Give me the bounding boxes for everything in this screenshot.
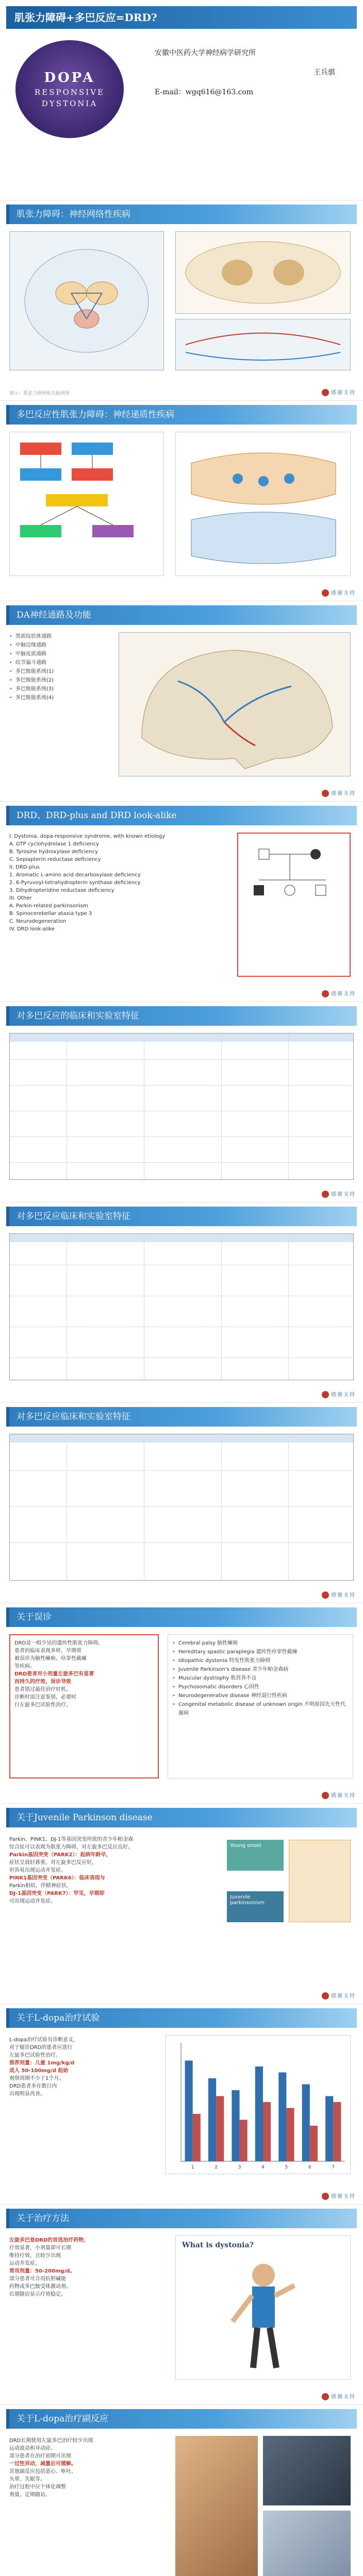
author-name: 王兵骐 — [314, 69, 335, 77]
slide-footer — [322, 1791, 356, 1800]
juvenile-label: Juvenile parkinsonism — [230, 1894, 265, 1906]
text-line: 疗效显著，小剂量即可长期 — [9, 2245, 71, 2251]
illustration-heading: What is dystonia? — [182, 2241, 254, 2249]
slide-title: 关于L-dopa治疗副反应 — [6, 2409, 357, 2429]
patient-photo-2 — [263, 2436, 351, 2505]
slide-footer — [322, 989, 356, 998]
main-title: 肌张力障碍+多巴反应=DRD? — [6, 6, 357, 29]
brain-network-diagram — [9, 231, 164, 370]
text-line: 推荐剂量：儿童 1mg/kg/d — [9, 2060, 75, 2066]
text-line: 对于疑诊DRD的患者应进行 — [9, 2045, 73, 2050]
slide-footer — [322, 588, 356, 597]
text-line: DRD患者对小剂量左旋多巴有显著 — [14, 1671, 94, 1677]
x-tick-label: 7 — [332, 2165, 335, 2170]
drd-logo — [15, 40, 124, 138]
slide-title: 对多巴反应临床和实验室特征 — [6, 1207, 357, 1226]
clinical-features-table — [9, 1233, 354, 1380]
footer-text: 感谢支持 — [331, 991, 356, 997]
differential-list-box — [168, 1634, 353, 1778]
bar-A-4 — [255, 2066, 263, 2161]
pathway-svg — [180, 321, 345, 368]
pedigree-panel — [237, 833, 351, 977]
pedigree-svg — [238, 834, 350, 976]
text-line: DRD患者多在数日内 — [9, 2083, 57, 2089]
text-line: 长期随访显示疗效稳定。 — [9, 2292, 66, 2297]
table-col-divider — [288, 1434, 289, 1580]
logo-icon — [322, 1591, 329, 1599]
young-onset-label: Young onset — [230, 1843, 261, 1849]
list-item: • Idiopathic dystonia 特发性肌张力障碍 — [172, 1656, 349, 1665]
text-line: 维持疗效，且较少出现 — [9, 2253, 61, 2259]
text-line: 其他副反应包括恶心、呕吐、 — [9, 2469, 76, 2475]
x-tick-label: 3 — [238, 2165, 241, 2170]
text-line: Parkin基因突变（PARK2）：起病年龄早， — [9, 1852, 111, 1858]
slide-drd-classification — [0, 802, 363, 1002]
text-line: B. Tyrosine hydroxylase deficiency — [9, 849, 98, 855]
treatment-text — [9, 2236, 164, 2298]
text-line: C. Sepiapterin reductase deficiency — [9, 857, 101, 862]
table-row — [10, 1085, 353, 1086]
list-item: • Neurodegenerative disease 神经退行性疾病 — [172, 1691, 349, 1700]
logo-word-dystonia: DYSTONIA — [41, 99, 98, 108]
slide-title: 关于误诊 — [6, 1607, 357, 1627]
x-tick-label: 5 — [285, 2165, 288, 2170]
list-item: • 中脑边缘通路 — [9, 641, 112, 650]
x-tick-label: 6 — [308, 2165, 311, 2170]
list-item: • Congenital metabolic disease of unknown origin 不明原因先天性代谢病 — [172, 1700, 349, 1718]
bar-B-1 — [193, 2114, 201, 2161]
footer-text: 感谢支持 — [331, 389, 356, 396]
slide-title: 肌张力障碍：神经网络性疾病 — [6, 205, 357, 224]
slide-footer — [322, 388, 356, 397]
brain-section-image — [175, 231, 351, 314]
author-info — [155, 47, 351, 106]
text-line: IV. DRD look-alike — [9, 926, 55, 932]
footer-text: 感谢支持 — [331, 590, 356, 596]
text-line: 头晕、失眠等。 — [9, 2477, 45, 2482]
list-item: • Cerebral palsy 脑性瘫痪 — [172, 1639, 349, 1648]
slide-title: 关于治疗方法 — [6, 2209, 357, 2228]
slide-title: 对多巴反应临床和实验室特征 — [6, 1407, 357, 1427]
bar-A-2 — [208, 2078, 216, 2161]
text-line: III. Other — [9, 895, 32, 901]
slide-footer — [322, 789, 356, 798]
slide-footer — [322, 1190, 356, 1198]
slide-title-page — [0, 0, 363, 200]
young-onset-box — [227, 1840, 284, 1871]
juvenile-pd-text — [9, 1836, 210, 1905]
text-line: 诊断时需注意鉴别，必要时 — [14, 1694, 76, 1700]
text-line: 症状呈晨轻暮重，对左旋多巴反应好， — [9, 1860, 97, 1866]
bar-A-3 — [232, 2090, 239, 2161]
logo-icon — [322, 1792, 329, 1799]
slide-footer — [322, 1991, 356, 2000]
bar-B-7 — [333, 2102, 341, 2161]
logo-icon — [322, 389, 329, 396]
text-line: 出现明显改善。 — [9, 2091, 45, 2097]
section-svg — [180, 236, 345, 309]
classification-text — [9, 833, 226, 933]
text-line: A. GTP cyclohydrolase 1 deficiency — [9, 841, 100, 847]
differential-list — [172, 1639, 349, 1718]
side-effects-text — [9, 2437, 164, 2499]
email: E-mail：wgq616@163.com — [155, 88, 254, 96]
text-line: 药物或多巴胺受体激动剂。 — [9, 2284, 71, 2290]
logo-icon — [322, 1391, 329, 1398]
text-line: 而持久的疗效，误诊导致 — [14, 1679, 71, 1685]
da-pathway-list — [9, 632, 112, 776]
text-line: C. Neurodegeneration — [9, 919, 67, 924]
text-line: 成人 50-100mg/d 起始 — [9, 2068, 69, 2074]
patient-photo-1 — [175, 2436, 258, 2576]
misdiagnosis-text — [14, 1639, 154, 1709]
text-line: 剂量，定期随访。 — [9, 2492, 51, 2498]
slide-title: DRD、DRD-plus and DRD look-alike — [6, 806, 357, 825]
x-tick-label: 4 — [261, 2165, 265, 2170]
slide-title: 关于L-dopa治疗试验 — [6, 2008, 357, 2028]
table-col-divider — [221, 1033, 222, 1179]
x-tick-label: 2 — [214, 2165, 218, 2170]
logo-icon — [322, 1191, 329, 1198]
slide-footer — [322, 2192, 356, 2200]
gene-tag-panel — [289, 1840, 351, 1922]
text-line: 左旋多巴试验性治疗。 — [9, 2053, 61, 2058]
brain-sagittal-image — [119, 632, 351, 776]
synapse-diagram — [175, 432, 351, 576]
bar-A-6 — [302, 2084, 310, 2162]
table-row — [10, 1470, 353, 1471]
footer-text: 感谢支持 — [331, 1392, 356, 1398]
slide-clinical-features-1 — [0, 1002, 363, 1202]
clinical-features-table — [9, 1033, 354, 1180]
logo-icon — [322, 589, 329, 597]
text-line: 等疾病。 — [14, 1664, 35, 1669]
brain-sagittal-svg — [121, 635, 348, 774]
list-item: • Hereditary spastic paraplegia 遗传性痉挛性截瘫 — [172, 1648, 349, 1656]
table-col-divider — [221, 1434, 222, 1580]
text-line: 运动并发症。 — [9, 2261, 40, 2266]
footer-text: 感谢支持 — [331, 790, 356, 796]
text-line: B. Spinocerebellar ataxia type 3 — [9, 911, 92, 917]
juvenile-box — [227, 1891, 284, 1922]
text-line: 综合征可以表现为肌张力障碍，对左旋多巴反应良好。 — [9, 1844, 133, 1850]
footer-text: 感谢支持 — [331, 1993, 356, 1999]
x-tick-label: 1 — [191, 2165, 194, 2170]
list-item: • 多巴胺能系统(3) — [9, 685, 112, 693]
slide-footer — [322, 1390, 356, 1399]
bar-B-4 — [263, 2102, 271, 2161]
table-row — [10, 1506, 353, 1507]
text-line: DJ-1基因突变（PARK7）：罕见，早期即 — [9, 1891, 105, 1896]
text-line: 部分患者可合用抗胆碱能 — [9, 2276, 66, 2282]
bar-chart-panel — [165, 2035, 351, 2174]
footer-text: 感谢支持 — [331, 1191, 356, 1197]
text-line: 运动波动和异动症。 — [9, 2446, 56, 2451]
bar-A-1 — [185, 2061, 193, 2162]
text-line: Parkin相似，伴精神症状。 — [9, 1883, 72, 1889]
bar-B-3 — [240, 2120, 248, 2162]
text-line: DRD长期使用左旋多巴治疗较少出现 — [9, 2438, 93, 2444]
misdiagnosis-text-box — [9, 1634, 159, 1778]
text-line: 患者错过最佳治疗时机。 — [14, 1687, 71, 1692]
text-line: II. DRD-plus — [9, 865, 40, 870]
footer-text: 感谢支持 — [331, 2193, 356, 2199]
clinical-features-table — [9, 1434, 354, 1581]
text-line: 1. Aromatic L-amino acid decarboxylase deficiency — [9, 872, 141, 878]
logo-icon — [322, 1992, 329, 1999]
table-header — [10, 1033, 353, 1042]
text-line: 行左旋多巴试验性治疗。 — [14, 1702, 71, 1708]
list-item: • Juvenile Parkinson's disease 青少年帕金森病 — [172, 1665, 349, 1674]
slide-neurotransmitter — [0, 401, 363, 601]
list-item: • 多巴胺能系统(2) — [9, 676, 112, 685]
table-row — [10, 1059, 353, 1060]
text-line: 左旋多巴是DRD的首选治疗药物， — [9, 2238, 89, 2243]
list-item: • Psychosomatic disorders 心因性 — [172, 1683, 349, 1691]
slide-treatment — [0, 2205, 363, 2405]
text-line: 但容易出现运动并发症。 — [9, 1868, 66, 1873]
logo-word-dopa: DOPA — [44, 70, 95, 86]
patient-photo-3 — [263, 2511, 351, 2576]
ldopa-trial-text — [9, 2036, 154, 2098]
text-line: 常用剂量：50-200mg/d。 — [9, 2268, 75, 2274]
table-row — [10, 1162, 353, 1163]
list-item: • 中脑皮质通路 — [9, 650, 112, 658]
text-line: A. Parkin-related parkinsonism — [9, 903, 88, 909]
table-header — [10, 1234, 353, 1242]
text-line: 可出现运动并发症。 — [9, 1899, 56, 1904]
bar-A-5 — [278, 2073, 286, 2162]
footer-text: 感谢支持 — [331, 1592, 356, 1598]
slide-title: 对多巴反应的临床和实验室特征 — [6, 1006, 357, 1026]
text-line: PINK1基因突变（PARK6）：临床表现与 — [9, 1875, 105, 1881]
slide-clinical-features-3 — [0, 1403, 363, 1603]
text-line: 观察周期不少于1个月。 — [9, 2076, 64, 2081]
slide-title: 多巴反应性肌张力障碍：神经递质性疾病 — [6, 405, 357, 425]
list-item: • Muscular dystrophy 肌营养不良 — [172, 1674, 349, 1683]
slide-da-pathways — [0, 601, 363, 802]
text-line: 患者的临床表现多样，早期常 — [14, 1648, 81, 1654]
text-line: L-dopa治疗试验有诊断意义， — [9, 2037, 78, 2043]
bar-B-5 — [286, 2108, 294, 2162]
slide-misdiagnosis — [0, 1603, 363, 1804]
list-item: • 多巴胺能系统(1) — [9, 667, 112, 676]
slide-title: DA神经通路及功能 — [6, 605, 357, 625]
bar-chart — [166, 2036, 350, 2174]
text-line: 3. Dihydropteridine reductase deficiency — [9, 888, 114, 893]
slide-clinical-features-2 — [0, 1202, 363, 1403]
footer-text: 感谢支持 — [331, 1792, 356, 1799]
table-header — [10, 1434, 353, 1443]
text-line: 部分患者在治疗初期可出现 — [9, 2453, 71, 2459]
bar-B-2 — [216, 2096, 224, 2162]
logo-word-responsive: RESPONSIVE — [34, 88, 105, 97]
list-item: • 黑质纹状体通路 — [9, 632, 112, 641]
text-line: I. Dystonia, dopa-responsive syndrome, with known etiology — [9, 834, 166, 839]
synapse-svg — [176, 432, 350, 575]
institute: 安徽中医药大学神经病学研究所 — [155, 49, 256, 57]
bar-A-7 — [325, 2096, 333, 2162]
slide-side-effects — [0, 2405, 363, 2576]
text-line: 一过性异动，减量后可缓解。 — [9, 2461, 76, 2467]
text-line: 治疗过程中应个体化调整 — [9, 2484, 66, 2490]
footnote: 图示：肌张力障碍相关脑网络 — [9, 391, 70, 396]
slide-ldopa-trial — [0, 2004, 363, 2205]
logo-icon — [322, 990, 329, 997]
metabolic-pathway-svg — [10, 432, 163, 575]
table-col-divider — [288, 1033, 289, 1179]
text-line: DRD是一组少见的遗传性肌张力障碍, — [14, 1640, 100, 1646]
bar-B-6 — [310, 2126, 318, 2161]
dystonia-illustration — [175, 2235, 351, 2380]
logo-icon — [322, 790, 329, 797]
text-line: 被误诊为脑性瘫痪、痉挛性截瘫 — [14, 1656, 87, 1662]
slide-footer — [322, 2392, 356, 2401]
footer-text: 感谢支持 — [331, 2394, 356, 2400]
slide-footer — [322, 1590, 356, 1599]
list-item: • 结节漏斗通路 — [9, 658, 112, 667]
slide-dystonia-network — [0, 200, 363, 401]
network-svg — [14, 236, 159, 365]
slide-title: 关于Juvenile Parkinson disease — [6, 1808, 357, 1827]
text-line: 2. 6-Pyruvoyl-tetrahydropterin synthase deficiency — [9, 880, 141, 886]
logo-icon — [322, 2393, 329, 2400]
pathway-diagram — [9, 432, 164, 576]
brain-pathway-image — [175, 319, 351, 370]
logo-icon — [322, 2193, 329, 2200]
list-item: • 多巴胺能系统(4) — [9, 693, 112, 702]
pathway-list — [9, 632, 112, 702]
body-figure-svg — [176, 2255, 350, 2378]
slide-juvenile-pd — [0, 1804, 363, 2004]
text-line: Parkin、PINK1、DJ-1等基因突变所致的青少年帕金森 — [9, 1837, 134, 1842]
